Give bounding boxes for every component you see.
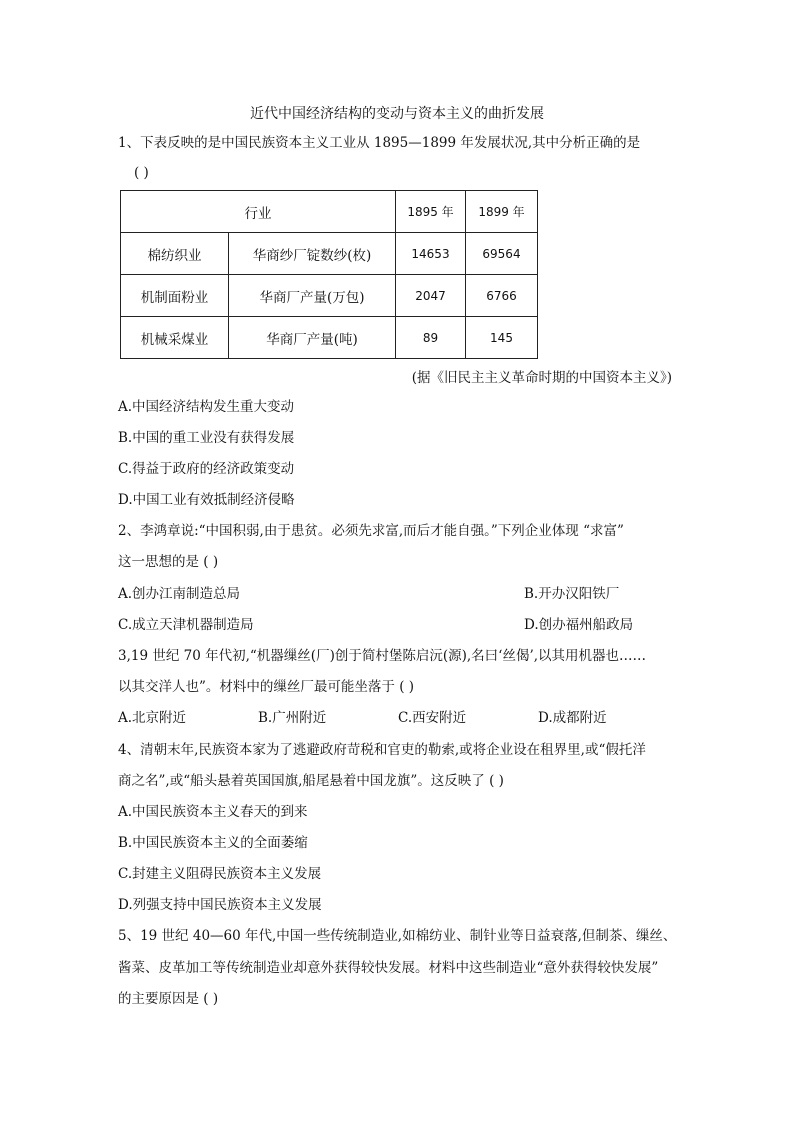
table-row — [121, 275, 538, 317]
row-value-1895: 14653 — [396, 233, 466, 275]
row-value-1899: 145 — [466, 317, 538, 359]
q3-option-b: B.广州附近 — [258, 710, 327, 726]
q1-stem: 1、下表反映的是中国民族资本主义工业从 1895—1899 年发展状况,其中分析正确的是 — [118, 135, 641, 151]
q1-option-a: A.中国经济结构发生重大变动 — [118, 399, 295, 415]
page-title: 近代中国经济结构的变动与资本主义的曲折发展 — [250, 106, 544, 122]
header-year-1895: 1895 年 — [396, 191, 466, 233]
q5-stem-line1: 5、19 世纪 40—60 年代,中国一些传统制造业,如棉纺业、制针业等日益衰落,但制茶、缫丝、 — [118, 928, 677, 944]
table-source-note: (据《旧民主主义革命时期的中国资本主义》) — [411, 370, 672, 386]
q2-stem-line1: 2、李鸿章说:“中国积弱,由于患贫。必须先求富,而后才能自强。”下列企业体现 “求富” — [118, 523, 624, 539]
header-industry: 行业 — [121, 191, 396, 233]
row-value-1899: 6766 — [466, 275, 538, 317]
q4-option-c: C.封建主义阻碍民族资本主义发展 — [118, 866, 322, 882]
q4-option-a: A.中国民族资本主义春天的到来 — [118, 804, 308, 820]
q2-option-a: A.创办江南制造总局 — [118, 586, 241, 602]
q4-option-d: D.列强支持中国民族资本主义发展 — [118, 897, 322, 913]
q2-option-b: B.开办汉阳铁厂 — [524, 586, 620, 602]
q2-stem-line2: 这一思想的是 ( ) — [118, 554, 219, 570]
q4-stem-line2: 商之名”,或“船头悬着英国国旗,船尾悬着中国龙旗”。这反映了 ( ) — [118, 773, 504, 789]
row-value-1899: 69564 — [466, 233, 538, 275]
q3-option-c: C.西安附近 — [398, 710, 467, 726]
q3-stem-line1: 3,19 世纪 70 年代初,“机器缫丝(厂)创于简村堡陈启沅(源),名曰‘丝偈’,以其用机器也…… — [118, 648, 647, 664]
row-value-1895: 2047 — [396, 275, 466, 317]
q5-stem-line2: 酱菜、皮革加工等传统制造业却意外获得较快发展。材料中这些制造业“意外获得较快发展” — [118, 960, 659, 976]
row-item: 华商厂产量(吨) — [229, 317, 396, 359]
q3-option-d: D.成都附近 — [538, 710, 607, 726]
q1-option-c: C.得益于政府的经济政策变动 — [118, 461, 295, 477]
q3-stem-line2: 以其交洋人也”。材料中的缫丝厂最可能坐落于 ( ) — [118, 679, 415, 695]
q2-option-c: C.成立天津机器制造局 — [118, 617, 254, 633]
row-value-1895: 89 — [396, 317, 466, 359]
q1-option-b: B.中国的重工业没有获得发展 — [118, 430, 295, 446]
q1-data-table — [120, 190, 538, 359]
q1-answer-paren: ( ) — [134, 165, 149, 181]
q5-stem-line3: 的主要原因是 ( ) — [118, 991, 219, 1007]
row-industry: 机械采煤业 — [121, 317, 229, 359]
row-item: 华商纱厂锭数纱(枚) — [229, 233, 396, 275]
q3-option-a: A.北京附近 — [118, 710, 187, 726]
table-row — [121, 317, 538, 359]
table-row — [121, 233, 538, 275]
row-industry: 棉纺织业 — [121, 233, 229, 275]
table-header-row — [121, 191, 538, 233]
row-industry: 机制面粉业 — [121, 275, 229, 317]
q4-stem-line1: 4、清朝末年,民族资本家为了逃避政府苛税和官吏的勒索,或将企业设在租界里,或“假托洋 — [118, 742, 646, 758]
q4-option-b: B.中国民族资本主义的全面萎缩 — [118, 835, 308, 851]
q2-option-d: D.创办福州船政局 — [524, 617, 634, 633]
header-year-1899: 1899 年 — [466, 191, 538, 233]
q1-option-d: D.中国工业有效抵制经济侵略 — [118, 492, 295, 508]
row-item: 华商厂产量(万包) — [229, 275, 396, 317]
